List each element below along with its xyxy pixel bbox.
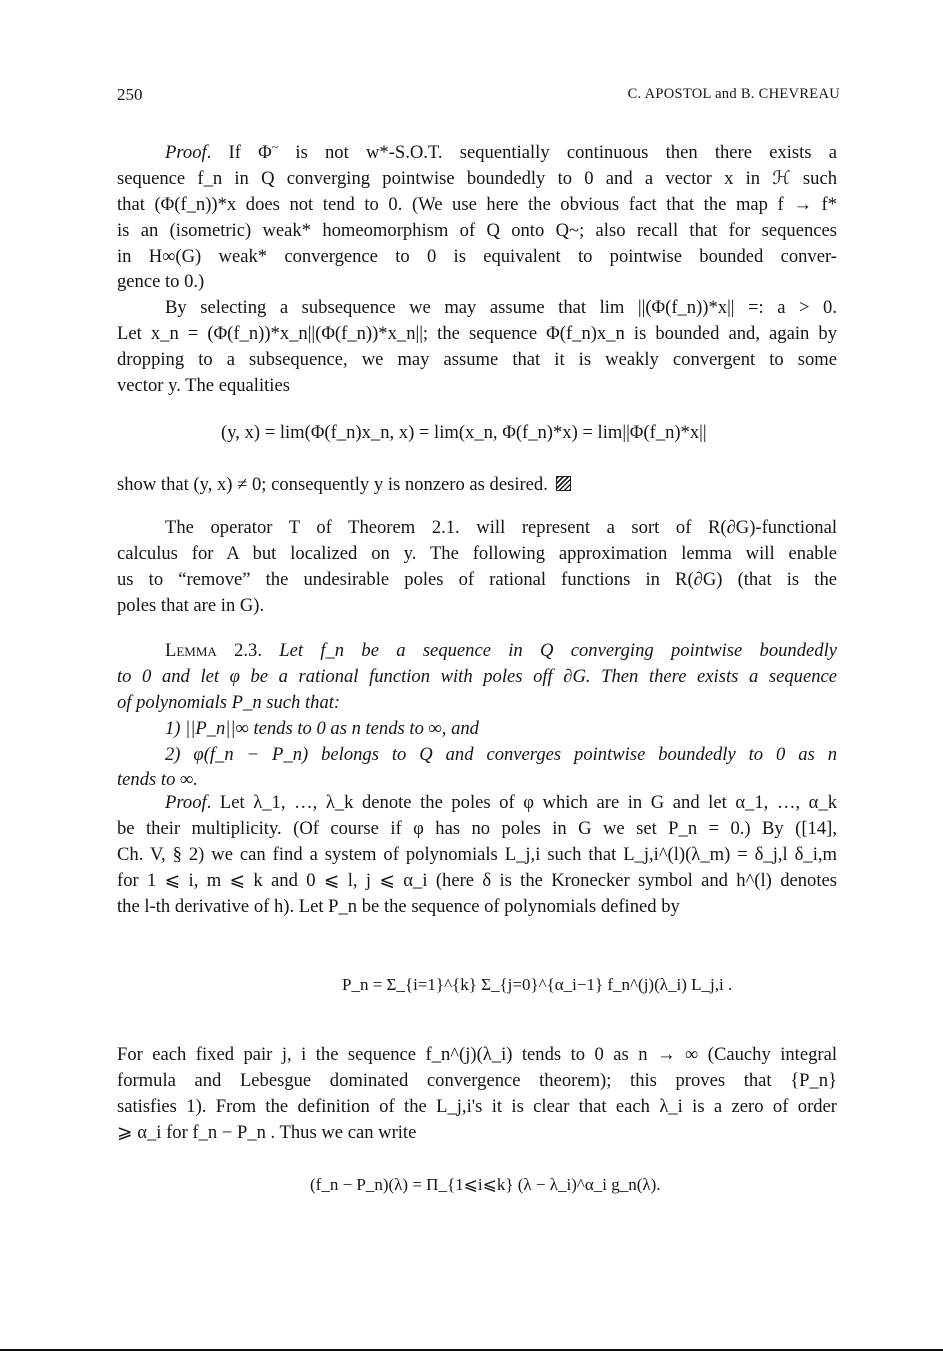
text-line: gence to 0.) [117,271,205,293]
text-line: satisfies 1). From the definition of the L_j,i's it is clear that each λ_i is a zero of order [117,1095,837,1117]
text-line: Proof. If Φ~ is not w*-S.O.T. sequentially continuous then there exists a [165,140,837,163]
text-line: For each fixed pair j, i the sequence f_n^(j)(λ_i) tends to 0 as n → ∞ (Cauchy integral [117,1044,837,1065]
text-line: Let f_n be a sequence in Q converging pointwise boundedly [279,640,837,661]
text-line: for 1 ⩽ i, m ⩽ k and 0 ⩽ l, j ⩽ α_i (here δ is the Kronecker symbol and h^(l) denotes [117,869,837,891]
proof-continuation [117,1042,837,1146]
text-line: show that (y, x) ≠ 0; consequently y is nonzero as desired. [117,474,548,495]
text-line: the l-th derivative of h). Let P_n be the sequence of polynomials defined by [117,895,680,917]
text-line: By selecting a subsequence we may assume that lim ||(Φ(f_n))*x|| =: a > 0. [165,297,837,318]
page-number: 250 [117,85,143,104]
text-line: us to “remove” the undesirable poles of rational functions in R(∂G) (that is the [117,568,837,590]
text-line: dropping to a subsequence, we may assume that it is weakly convergent to some [117,348,837,370]
lemma-item-1: 1) ||P_n||∞ tends to 0 as n tends to ∞, and [165,717,479,739]
text-line: that (Φ(f_n))*x does not tend to 0. (We use here the obvious fact that the map f → f* [117,193,837,215]
running-head: C. APOSTOL and B. CHEVREAU [627,86,840,102]
text-line: in H∞(G) weak* convergence to 0 is equivalent to pointwise bounded conver- [117,245,837,267]
conclusion-line [117,472,837,498]
proof-paragraph-2 [117,790,837,919]
text-line: calculus for A but localized on y. The following approximation lemma will enable [117,542,837,564]
text-line: sequence f_n in Q converging pointwise boundedly to 0 and a vector x in ℋ such [117,167,837,189]
text-line: poles that are in G). [117,594,265,616]
paragraph-2 [117,295,837,399]
proof-label: Proof [165,792,207,813]
page-header [117,85,840,107]
text-line: vector y. The equalities [117,374,290,396]
text-line: tends to ∞. [117,769,198,791]
text-line: The operator T of Theorem 2.1. will represent a sort of R(∂G)-functional [165,517,837,538]
text-line: ⩾ α_i for f_n − P_n . Thus we can write [117,1121,417,1143]
lemma-2-3 [117,638,837,793]
text-line: of polynomials P_n such that: [117,691,341,713]
text-line: . Let λ_1, …, λ_k denote the poles of φ which are in G and let α_1, …, α_k [206,792,837,813]
display-equation-3: (f_n − P_n)(λ) = Π_{1⩽i⩽k} (λ − λ_i)^α_i g_n(λ). [310,1175,661,1194]
lemma-label: Lemma 2.3. [165,640,262,661]
proof-paragraph-1 [117,140,837,295]
paragraph-3 [117,515,837,619]
text-line: Ch. V, § 2) we can find a system of polynomials L_j,i such that L_j,i^(l)(λ_m) = δ_j,l δ_i,m [117,843,837,865]
text-line: formula and Lebesgue dominated convergence theorem); this proves that {P_n} [117,1069,837,1091]
text-line: Let x_n = (Φ(f_n))*x_n||(Φ(f_n))*x_n||; the sequence Φ(f_n)x_n is bounded and, again by [117,322,837,344]
qed-hatched-square-icon [556,476,571,491]
display-equation-1: (y, x) = lim(Φ(f_n)x_n, x) = lim(x_n, Φ(f_n)*x) = lim||Φ(f_n)*x|| [221,422,707,443]
text-line: to 0 and let φ be a rational function with poles off ∂G. Then there exists a sequence [117,665,837,687]
text-line: be their multiplicity. (Of course if φ has no poles in G we set P_n = 0.) By ([14], [117,817,837,839]
display-equation-2: P_n = Σ_{i=1}^{k} Σ_{j=0}^{α_i−1} f_n^(j)(λ_i) L_j,i . [342,975,733,994]
lemma-item-2: 2) φ(f_n − P_n) belongs to Q and converges pointwise boundedly to 0 as n [165,743,837,765]
text-line: is an (isometric) weak* homeomorphism of Q onto Q~; also recall that for sequences [117,219,837,241]
